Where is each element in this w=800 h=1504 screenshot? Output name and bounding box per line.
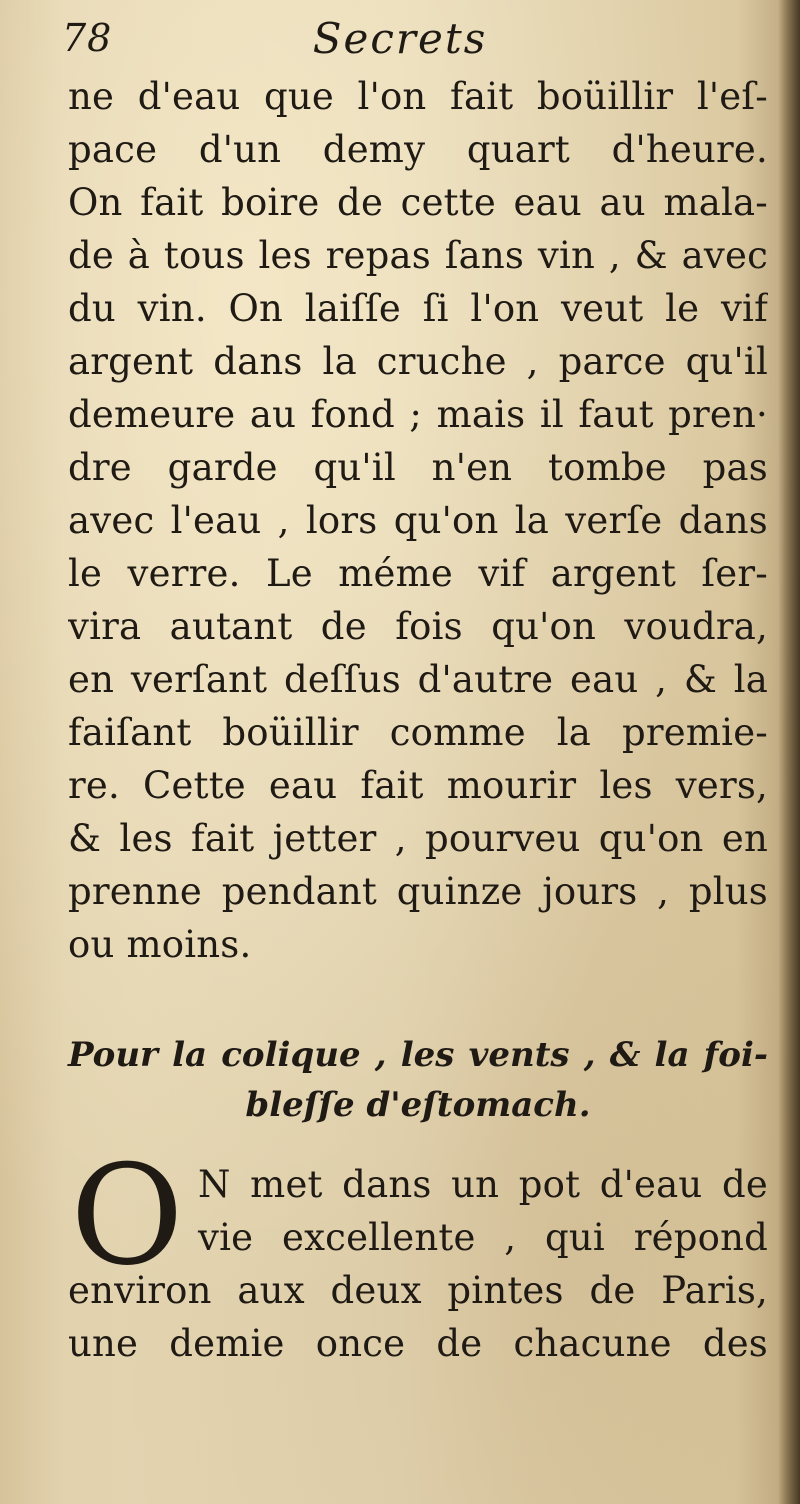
text-line: vira autant de fois qu'on voudra, [68, 605, 768, 648]
text-line: ou moins. [68, 923, 252, 966]
text-line: N met dans un pot d'eau de [198, 1163, 768, 1206]
text-line: de à tous les repas ſans vin , & avec [68, 234, 768, 277]
page-number: 78 [62, 16, 113, 60]
text-line: une demie once de chacune des [68, 1322, 768, 1365]
text-line: en verſant deſſus d'autre eau , & la [68, 658, 768, 701]
text-block-continued [68, 70, 768, 971]
drop-cap-initial: O [70, 1135, 184, 1296]
text-line: demeure au fond ; mais il faut pren· [68, 393, 768, 436]
text-line: pace d'un demy quart d'heure. [68, 128, 768, 171]
text-line: prenne pendant quinze jours , plus [68, 870, 768, 913]
heading-line: bleſſe d'eſtomach. [245, 1085, 591, 1125]
running-title: Secrets [312, 14, 488, 63]
page-gutter-shadow [778, 0, 800, 1504]
text-line: environ aux deux pintes de Paris, [68, 1269, 768, 1312]
text-line: On fait boire de cette eau au mala- [68, 181, 768, 224]
heading-line: Pour la colique , les vents , & la foi- [68, 1035, 768, 1075]
text-line: du vin. On laiſſe ſi l'on veut le vif [68, 287, 768, 330]
text-line: le verre. Le méme vif argent ſer- [68, 552, 768, 595]
text-line: faiſant boüillir comme la premie- [68, 711, 768, 754]
text-line: & les fait jetter , pourveu qu'on en [68, 817, 768, 860]
text-line: avec l'eau , lors qu'on la verſe dans [68, 499, 768, 542]
text-line: vie excellente , qui répond [198, 1216, 768, 1259]
text-line: dre garde qu'il n'en tombe pas [68, 446, 768, 489]
section-heading [68, 1030, 768, 1130]
text-line: argent dans la cruche , parce qu'il [68, 340, 768, 383]
text-line: ne d'eau que l'on fait boüillir l'eſ- [68, 75, 768, 118]
text-line: re. Cette eau fait mourir les vers, [68, 764, 768, 807]
section-paragraph [68, 1135, 768, 1370]
